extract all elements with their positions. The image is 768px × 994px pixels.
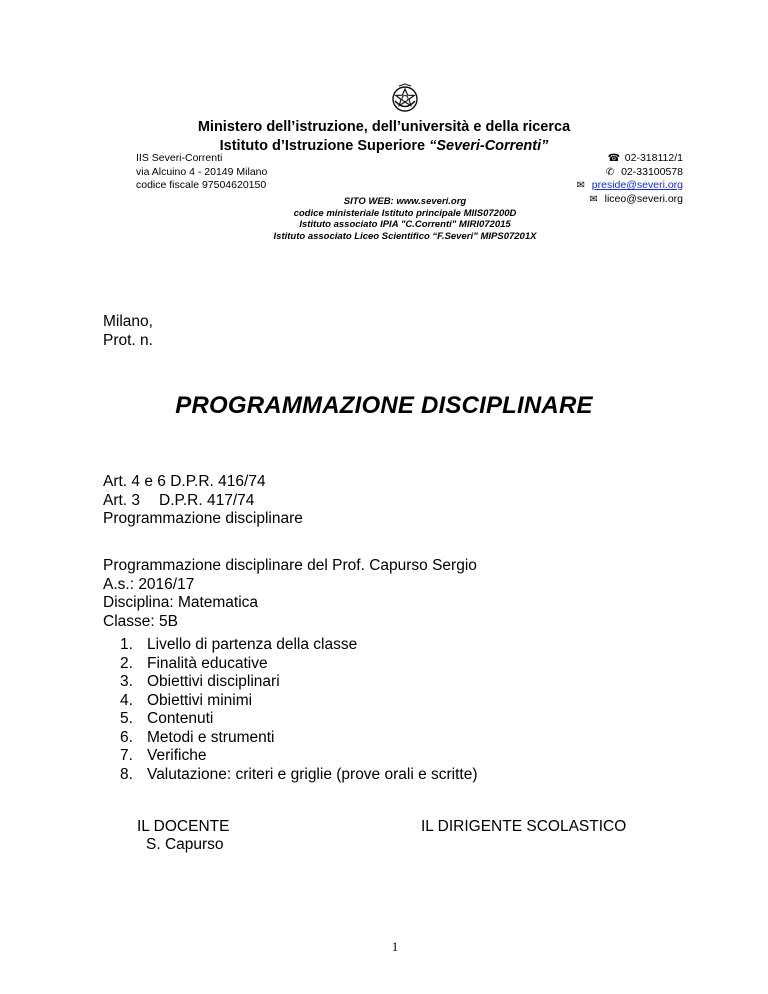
subject-line: Disciplina: Matematica <box>103 594 259 611</box>
liceo-line: Istituto associato Liceo Scientifico “F.Severi” MIPS07201X <box>273 230 537 242</box>
ipia-line: Istituto associato IPIA "C.Correnti" MIRI072015 <box>299 219 511 231</box>
email-liceo: liceo@severi.org <box>604 192 683 205</box>
list-item: 8. Valutazione: criteri e griglie (prove orali e scritte) <box>120 765 478 783</box>
docente-signature-label: IL DOCENTE <box>137 818 230 835</box>
list-item: 5. Contenuti <box>120 710 214 727</box>
docente-signature-name: S. Capurso <box>146 836 224 853</box>
fax-number: 02-33100578 <box>621 165 683 178</box>
list-item: 6. Metodi e strumenti <box>120 728 275 746</box>
reference-art-3-label: Art. 3 <box>103 491 141 509</box>
place-prot-block <box>103 313 153 350</box>
school-address-block <box>136 152 267 193</box>
envelope-icon: ✉ <box>589 193 598 205</box>
class-line: Classe: 5B <box>103 612 178 630</box>
website-line: SITO WEB: www.severi.org <box>343 196 467 207</box>
ministry-title: Ministero dell’istruzione, dell’università e della ricerca <box>197 119 571 135</box>
fiscal-code: codice fiscale 97504620150 <box>136 179 267 191</box>
school-short-name: IIS Severi-Correnti <box>136 152 223 164</box>
list-item: 2. Finalità educative <box>120 654 268 672</box>
reference-art-3-dpr: D.P.R. 417/74 <box>159 491 255 509</box>
institute-codes-block <box>0 196 768 242</box>
fax-row <box>575 166 683 180</box>
phone-row <box>575 152 683 166</box>
list-item: 3. Obiettivi disciplinari <box>120 673 280 690</box>
email-row-1 <box>575 179 683 193</box>
phone-number: 02-318112/1 <box>624 152 683 164</box>
reference-art-3 <box>103 492 303 511</box>
italian-republic-emblem-icon <box>389 82 421 114</box>
programme-details <box>103 557 477 631</box>
school-address: via Alcuino 4 - 20149 Milano <box>136 165 268 178</box>
list-item: 4. Obiettivi minimi <box>120 691 253 709</box>
list-item: 1. Livello di partenza della classe <box>120 636 358 653</box>
reference-art-4-6: Art. 4 e 6 D.P.R. 416/74 <box>103 473 266 490</box>
page-title: PROGRAMMAZIONE DISCIPLINARE <box>175 392 593 419</box>
dirigente-signature-label: IL DIRIGENTE SCOLASTICO <box>421 818 627 835</box>
legal-references <box>103 473 303 529</box>
school-title-prefix: Istituto d’Istruzione Superiore <box>219 138 430 154</box>
school-year-line: A.s.: 2016/17 <box>103 575 195 593</box>
fax-icon: ✆ <box>605 166 615 178</box>
principal-code-line: codice ministeriale Istituto principale MIIS07200D <box>293 207 517 219</box>
prot-line: Prot. n. <box>103 331 153 349</box>
place-line: Milano, <box>103 313 153 330</box>
school-title-name: “Severi-Correnti” <box>429 138 549 154</box>
phone-icon: ☎ <box>607 153 621 164</box>
teacher-line: Programmazione disciplinare del Prof. Capurso Sergio <box>103 557 477 574</box>
page-number: 1 <box>391 939 399 954</box>
contents-list <box>120 636 478 784</box>
reference-programmazione: Programmazione disciplinare <box>103 510 303 527</box>
list-item: 7. Verifiche <box>120 747 207 764</box>
envelope-icon: ✉ <box>576 180 585 191</box>
email-link-preside[interactable]: preside@severi.org <box>591 179 683 191</box>
